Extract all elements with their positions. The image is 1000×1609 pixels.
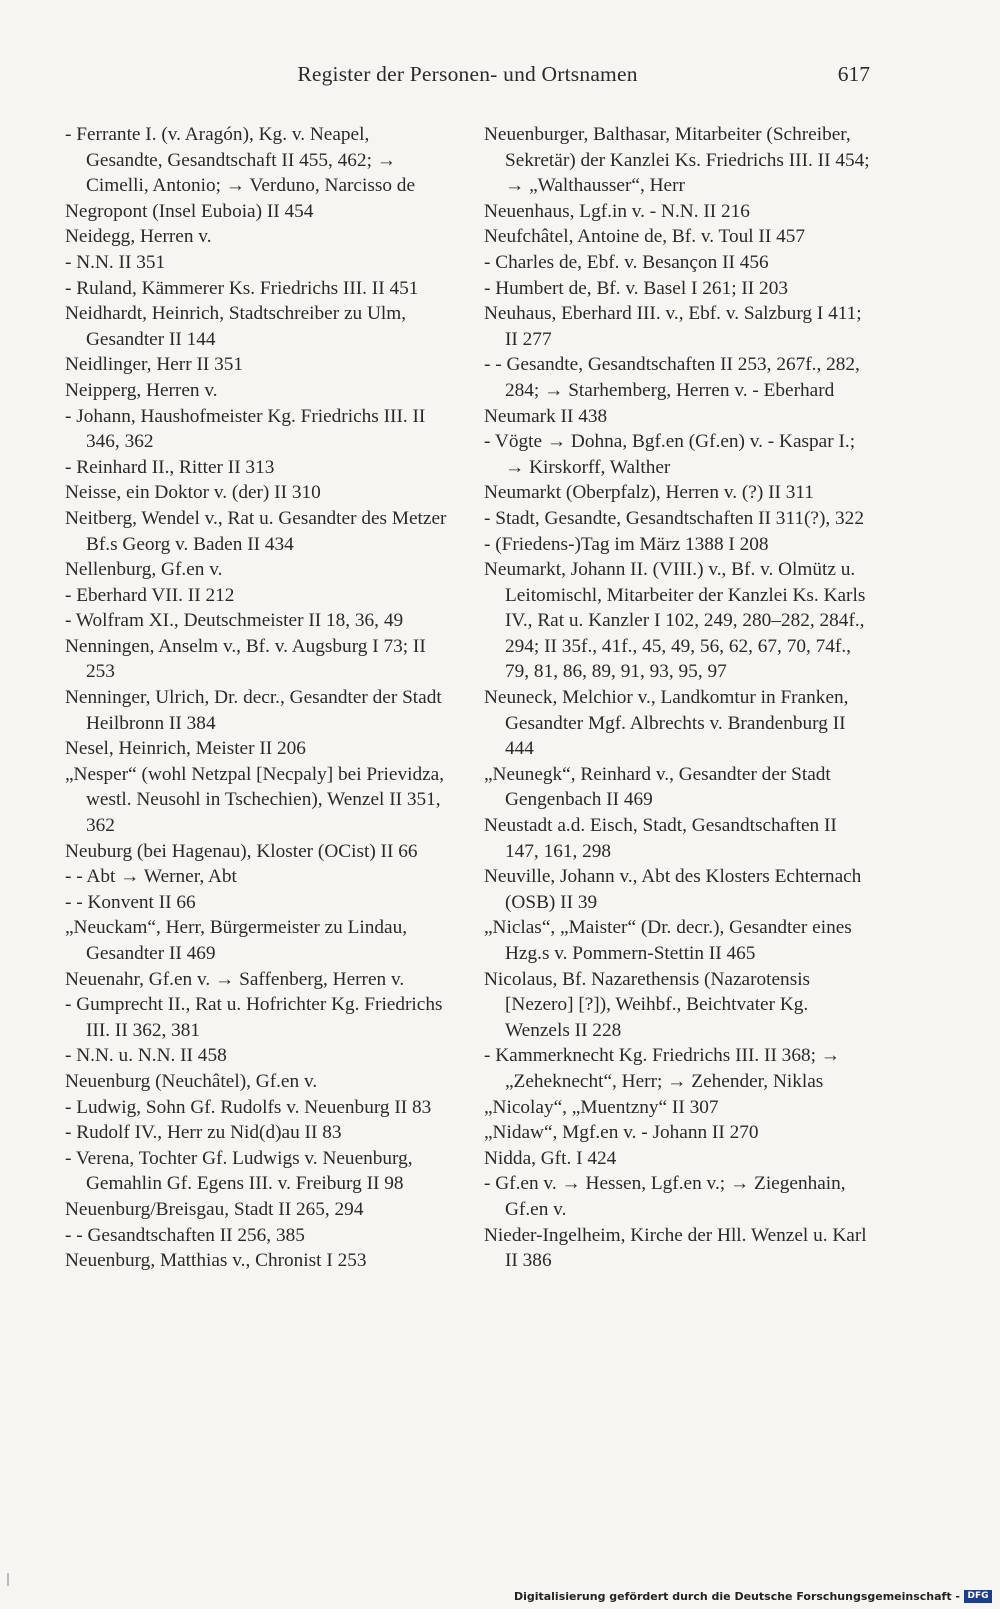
index-entry: Neidegg, Herren v.: [65, 226, 212, 248]
index-entry: - Verena, Tochter Gf. Ludwigs v. Neuenburg, Gemahlin Gf. Egens III. v. Freiburg II 98: [65, 1147, 413, 1195]
index-entry: Nieder-Ingelheim, Kirche der Hll. Wenzel u. Karl II 386: [484, 1224, 867, 1272]
index-entry: „Neuckam“, Herr, Bürgermeister zu Lindau, Gesandter II 469: [65, 917, 408, 964]
index-entry: Neufchâtel, Antoine de, Bf. v. Toul II 457: [484, 226, 806, 248]
index-entry: Nenninger, Ulrich, Dr. decr., Gesandter der Stadt Heilbronn II 384: [65, 687, 442, 734]
index-entry: - - Konvent II 66: [65, 891, 196, 913]
index-entry: - Ruland, Kämmerer Ks. Friedrichs III. II 451: [65, 277, 419, 299]
page-footer: [0, 1588, 1000, 1606]
scan-margin-mark: [7, 1573, 9, 1586]
index-entry: Neidhardt, Heinrich, Stadtschreiber zu Ulm, Gesandter II 144: [65, 303, 407, 350]
index-entry: Neidlinger, Herr II 351: [65, 354, 244, 376]
index-entry: Neipperg, Herren v.: [65, 379, 218, 401]
index-entry: - - Gesandtschaften II 256, 385: [65, 1224, 305, 1246]
index-entry: Neuenburg, Matthias v., Chronist I 253: [65, 1250, 367, 1272]
index-entry: Neuenburg/Breisgau, Stadt II 265, 294: [65, 1198, 364, 1220]
running-title: Register der Personen- und Ortsnamen: [297, 62, 638, 86]
index-entry: - Wolfram XI., Deutschmeister II 18, 36, 49: [65, 610, 404, 632]
index-entry: Neuhaus, Eberhard III. v., Ebf. v. Salzburg I 411; II 277: [484, 303, 862, 350]
index-entry: Neuenburger, Balthasar, Mitarbeiter (Schreiber, Sekretär) der Kanzlei Ks. Friedrichs III. II 454; → „Walthausser“, Herr: [484, 124, 870, 197]
page-number: 617: [837, 62, 870, 86]
index-entry: - Stadt, Gesandte, Gesandtschaften II 311(?), 322: [484, 507, 864, 529]
index-entry: Nidda, Gft. I 424: [484, 1147, 617, 1169]
index-entry: - Gumprecht II., Rat u. Hofrichter Kg. Friedrichs III. II 362, 381: [65, 994, 443, 1041]
index-entry: Neumark II 438: [484, 405, 608, 427]
index-entry: - Ludwig, Sohn Gf. Rudolfs v. Neuenburg II 83: [65, 1096, 432, 1118]
page-header: [65, 62, 870, 92]
index-entry: Nicolaus, Bf. Nazarethensis (Nazarotensis [Nezero] [?]), Weihbf., Beichtvater Kg. Wenzels II 228: [484, 968, 811, 1041]
funding-credit: Digitalisierung gefördert durch die Deutsche Forschungsgemeinschaft -: [513, 1590, 960, 1603]
index-entry: - Ferrante I. (v. Aragón), Kg. v. Neapel, Gesandte, Gesandtschaft II 455, 462; → Cimelli, Antonio; → Verduno, Narcisso de: [65, 124, 416, 197]
index-entry: Neuburg (bei Hagenau), Kloster (OCist) II 66: [65, 840, 418, 862]
dfg-logo: DFG: [964, 1590, 992, 1603]
index-entry: - Gf.en v. → Hessen, Lgf.en v.; → Ziegenhain, Gf.en v.: [484, 1173, 846, 1220]
index-entry: Neustadt a.d. Eisch, Stadt, Gesandtschaften II 147, 161, 298: [484, 815, 837, 862]
index-entry: „Niclas“, „Maister“ (Dr. decr.), Gesandter eines Hzg.s v. Pommern-Stettin II 465: [484, 917, 852, 964]
index-entry: - Charles de, Ebf. v. Besançon II 456: [484, 251, 769, 273]
index-entry: Neuenahr, Gf.en v. → Saffenberg, Herren v.: [65, 968, 405, 990]
index-entry: - Rudolf IV., Herr zu Nid(d)au II 83: [65, 1122, 342, 1144]
index-entry: Neisse, ein Doktor v. (der) II 310: [65, 482, 321, 504]
index-entry: Nenningen, Anselm v., Bf. v. Augsburg I 73; II 253: [65, 635, 426, 683]
index-entry: Negropont (Insel Euboia) II 454: [65, 200, 314, 222]
index-entry: - Kammerknecht Kg. Friedrichs III. II 368; → „Zeheknecht“, Herr; → Zehender, Niklas: [484, 1045, 841, 1092]
index-entry: - Reinhard II., Ritter II 313: [65, 456, 275, 478]
index-entry: Neuenburg (Neuchâtel), Gf.en v.: [65, 1070, 318, 1092]
index-entry: Neuneck, Melchior v., Landkomtur in Franken, Gesandter Mgf. Albrechts v. Brandenburg II 444: [484, 687, 849, 760]
index-entry: „Nesper“ (wohl Netzpal [Necpaly] bei Prievidza, westl. Neusohl in Tschechien), Wenzel II 351, 362: [65, 763, 445, 837]
left-column: [65, 122, 450, 1274]
index-entry: Neumarkt (Oberpfalz), Herren v. (?) II 311: [484, 482, 814, 504]
index-entry: - Johann, Haushofmeister Kg. Friedrichs III. II 346, 362: [65, 405, 426, 453]
index-entry: - N.N. u. N.N. II 458: [65, 1045, 227, 1067]
index-entry: Neumarkt, Johann II. (VIII.) v., Bf. v. Olmütz u. Leitomischl, Mitarbeiter der Kanzlei Ks. Karls IV., Rat u. Kanzler I 102, 249, 280–282, 284f., 294; II 35f., 41f., 45, 49, 56, 62, 67, 70, 74f., 79, 81, 86, 89, 91, 93, 95, 97: [484, 559, 866, 683]
index-entry: - Eberhard VII. II 212: [65, 584, 235, 606]
index-entry: Neitberg, Wendel v., Rat u. Gesandter des Metzer Bf.s Georg v. Baden II 434: [65, 507, 447, 555]
index-entry: - (Friedens-)Tag im März 1388 I 208: [484, 533, 769, 555]
index-entry: - - Abt → Werner, Abt: [65, 866, 237, 888]
index-entry: Neuenhaus, Lgf.in v. - N.N. II 216: [484, 200, 750, 222]
index-entry: Nellenburg, Gf.en v.: [65, 559, 223, 581]
index-entry: - N.N. II 351: [65, 251, 166, 273]
index-entry: „Nicolay“, „Muentzny“ II 307: [484, 1096, 719, 1118]
index-entry: „Neunegk“, Reinhard v., Gesandter der Stadt Gengenbach II 469: [484, 763, 831, 811]
index-entry: Nesel, Heinrich, Meister II 206: [65, 738, 306, 760]
index-entry: Neuville, Johann v., Abt des Klosters Echternach (OSB) II 39: [484, 866, 862, 913]
index-entry: „Nidaw“, Mgf.en v. - Johann II 270: [484, 1122, 759, 1144]
index-entry: - - Gesandte, Gesandtschaften II 253, 267f., 282, 284; → Starhemberg, Herren v. - Eberhard: [484, 354, 860, 401]
index-entry: - Vögte → Dohna, Bgf.en (Gf.en) v. - Kaspar I.; → Kirskorff, Walther: [484, 431, 856, 478]
index-entry: - Humbert de, Bf. v. Basel I 261; II 203: [484, 277, 788, 299]
right-column: [484, 122, 874, 1274]
